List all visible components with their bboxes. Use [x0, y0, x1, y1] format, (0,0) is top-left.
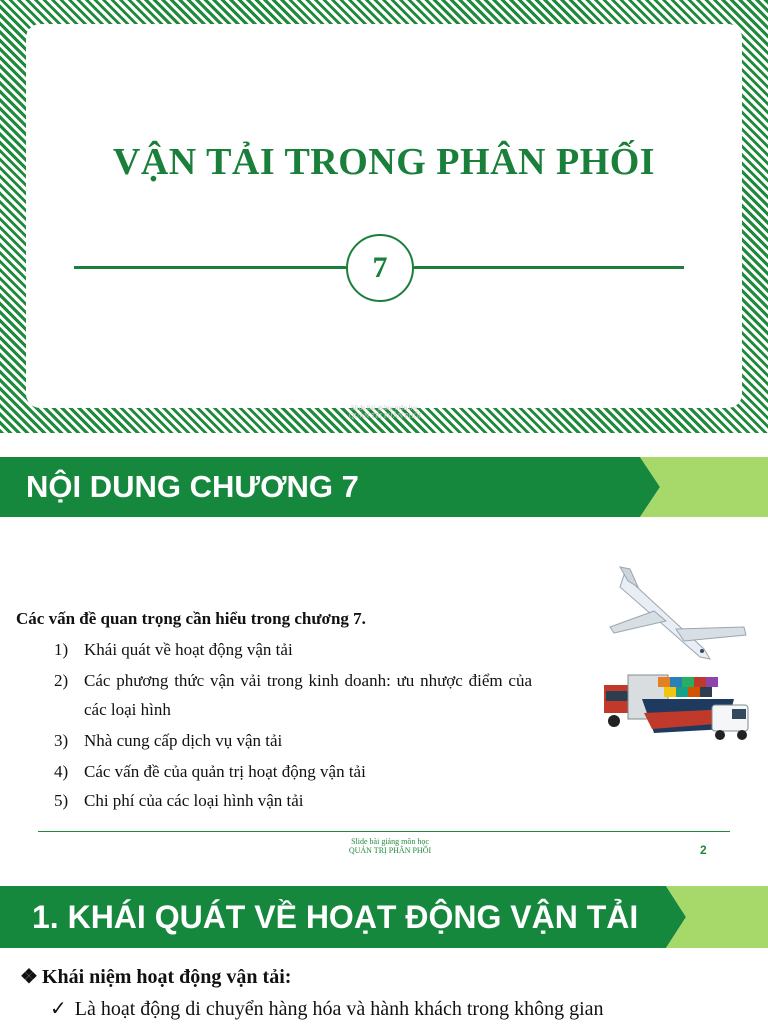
list-item: [54, 726, 532, 755]
section-banner: [0, 886, 768, 948]
title-card: [26, 24, 742, 408]
bullet-text: Là hoạt động di chuyển hàng hóa và hành khách trong không gian: [74, 998, 604, 1020]
footer-line-1: Slide bài giảng môn học: [351, 837, 429, 846]
footer-line-2: QUẢN TRỊ PHÂN PHỐI: [348, 412, 421, 420]
intro-text: Các vấn đề quan trọng cần hiểu trong chương 7.: [16, 609, 366, 628]
concept-heading: [20, 964, 291, 989]
list-item: [54, 757, 532, 786]
section-banner: [0, 457, 768, 517]
footer-line-2: QUẢN TRỊ PHÂN PHỐI: [348, 846, 432, 855]
title-slide: [0, 0, 768, 433]
list-item-text: Các vấn đề của quản trị hoạt động vận tải: [84, 762, 366, 781]
slide-title: VẬN TẢI TRONG PHÂN PHỐI: [112, 141, 656, 183]
airplane-icon: [610, 567, 746, 659]
list-item-number: 2): [54, 671, 69, 690]
contents-slide: [0, 433, 768, 880]
title-rule-left: [74, 266, 346, 269]
slide-footer: [320, 404, 450, 420]
chapter-number-badge: 7: [346, 234, 414, 302]
transport-illustration: [584, 563, 756, 759]
list-item-number: 4): [54, 762, 69, 781]
slide-footer: [320, 837, 460, 855]
list-item-number: 5): [54, 791, 69, 810]
list-item-text: Chi phí của các loại hình vận tải: [84, 791, 304, 810]
banner-title: 1. KHÁI QUÁT VỀ HOẠT ĐỘNG VẬN TẢI: [32, 899, 639, 935]
checkmark-icon: ✓: [50, 998, 67, 1020]
banner-title: NỘI DUNG CHƯƠNG 7: [26, 469, 359, 504]
section-slide: [0, 880, 768, 1024]
diamond-bullet-icon: ❖: [20, 966, 38, 988]
van-icon: [712, 705, 748, 740]
footer-divider: [38, 831, 730, 832]
footer-line-1: Slide bài giảng môn học: [350, 404, 420, 412]
concept-heading-text: Khái niệm hoạt động vận tải:: [41, 966, 292, 988]
list-item-text: Các phương thức vận vải trong kinh doanh: ưu nhược điểm của các loại hình: [84, 671, 532, 719]
list-item-text: Nhà cung cấp dịch vụ vận tải: [84, 731, 283, 750]
list-item: [54, 786, 532, 815]
list-item: [54, 635, 532, 664]
list-item-number: 3): [54, 731, 69, 750]
list-item-number: 1): [54, 640, 69, 659]
bullet-item: [50, 996, 604, 1021]
title-rule-right: [414, 266, 684, 269]
list-item-text: Khái quát về hoạt động vận tải: [84, 640, 293, 659]
page-number: 2: [700, 843, 707, 857]
list-item: [54, 666, 532, 724]
